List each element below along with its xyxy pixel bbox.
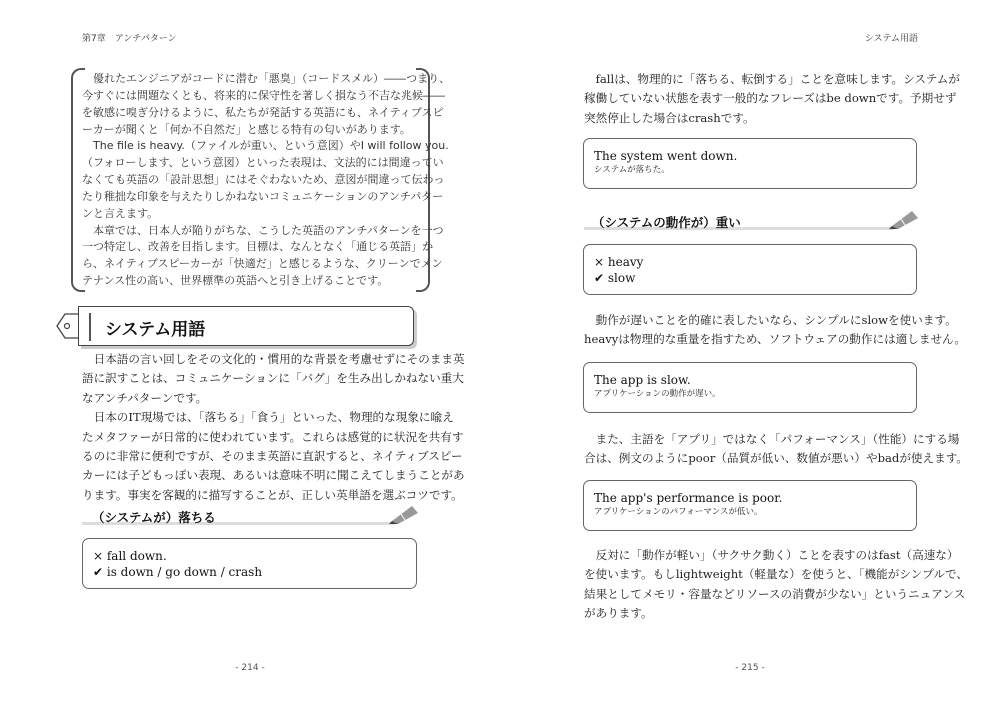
subheading: （システムが）落ちる bbox=[92, 510, 216, 525]
example-japanese: アプリケーションの動作が遅い。 bbox=[594, 389, 721, 399]
text-line: また、主語を「アプリ」ではなく「パフォーマンス」（性能）にする場 bbox=[595, 432, 960, 446]
text-line: 今すぐには問題なくとも、将来的に保守性を著しく損なう不吉な兆候―― bbox=[82, 88, 445, 102]
text-line: 突然停止した場合はcrashです。 bbox=[584, 110, 755, 125]
example-japanese: システムが落ちた。 bbox=[594, 165, 670, 175]
text-line: 結果としてメモリ・容量などリソースの消費が少ない」というニュアンス bbox=[584, 586, 966, 601]
right-paragraph bbox=[584, 311, 966, 350]
text-line: たり稚拙な印象を与えたりしかねないコミュニケーションのアンチパター bbox=[82, 189, 444, 203]
text-line: 合は、例文のようにpoor（品質が低い、数値が悪い）やbadが使えます。 bbox=[584, 451, 968, 466]
text-line: The file is heavy.（ファイルが重い、という意図）やI will follow you. bbox=[93, 139, 449, 153]
subheading: （システムの動作が）重い bbox=[592, 215, 741, 230]
text-line: ンと言えます。 bbox=[82, 206, 159, 220]
wrong-example: × fall down. bbox=[93, 549, 167, 563]
text-line: 優れたエンジニアがコードに潜む「悪臭」（コードスメル）――つまり、 bbox=[93, 72, 451, 85]
example-box bbox=[82, 538, 417, 589]
right-paragraph bbox=[584, 70, 960, 128]
text-line: （フォローします、という意図）といった表現は、文法的には間違ってい bbox=[82, 156, 444, 170]
pencil-icon bbox=[388, 503, 420, 525]
example-box bbox=[583, 480, 917, 531]
text-line: heavyは物理的な重量を指すため、ソフトウェアの動作には適しません。 bbox=[584, 332, 966, 347]
wrong-example: × heavy bbox=[594, 255, 644, 269]
text-line: なくても英語の「設計思想」にはそぐわないため、意図が間違って伝わっ bbox=[82, 173, 445, 187]
intro-text bbox=[82, 71, 451, 290]
pencil-icon bbox=[888, 208, 920, 230]
text-line: なアンチパターンです。 bbox=[82, 390, 208, 405]
text-line: カーには子どもっぽい表現、あるいは意味不明に聞こえてしまうことがあ bbox=[82, 468, 465, 483]
text-line: 稼働していない状態を表す一般的なフレーズはbe downです。予期せず bbox=[584, 91, 957, 106]
text-line: を敏感に嗅ぎ分けるように、私たちが発話する英語にも、ネイティブスピ bbox=[82, 105, 444, 119]
text-line: ーカーが聞くと「何か不自然だ」と感じる特有の匂いがあります。 bbox=[82, 122, 411, 136]
section-title-box bbox=[78, 306, 414, 346]
text-line: 本章では、日本人が陥りがちな、こうした英語のアンチパターンを一つ bbox=[93, 223, 444, 237]
text-line: 一つ特定し、改善を目指します。目標は、なんとなく「通じる英語」か bbox=[82, 240, 434, 254]
right-paragraph bbox=[584, 430, 968, 469]
example-box bbox=[583, 244, 917, 295]
page-number-right: - 215 - bbox=[735, 663, 765, 673]
text-line: fallは、物理的に「落ちる、転倒する」ことを意味します。システムが bbox=[595, 72, 960, 86]
right-paragraph bbox=[584, 546, 968, 624]
text-line: 日本語の言い回しをその文化的・慣用的な背景を考慮せずにそのまま英 bbox=[93, 352, 465, 366]
example-box bbox=[583, 362, 917, 413]
example-japanese: アプリケーションのパフォーマンスが低い。 bbox=[594, 507, 763, 517]
text-line: があります。 bbox=[584, 606, 653, 621]
text-line: ら、ネイティブスピーカーが「快適だ」と感じるような、クリーンでメン bbox=[82, 257, 443, 271]
left-body-text bbox=[82, 350, 465, 505]
text-line: 日本のIT現場では、「落ちる」「食う」といった、物理的な現象に喩え bbox=[93, 410, 454, 425]
correct-example: ✔ is down / go down / crash bbox=[93, 565, 263, 579]
text-line: 語に訳すことは、コミュニケーションに「バグ」を生み出しかねない重大 bbox=[82, 371, 464, 386]
text-line: ります。事実を客観的に描写することが、正しい英単語を選ぶコツです。 bbox=[82, 487, 463, 502]
chapter-header: 第7章 アンチパターン bbox=[82, 34, 177, 44]
page-number-left: - 214 - bbox=[235, 663, 265, 673]
text-line: るのに非常に便利ですが、そのまま英語に直訳すると、ネイティブスピー bbox=[82, 449, 463, 464]
example-english: The app's performance is poor. bbox=[594, 491, 783, 505]
correct-example: ✔ slow bbox=[594, 271, 636, 285]
example-english: The system went down. bbox=[594, 149, 738, 163]
text-line: たメタファーが日常的に使われています。これらは感覚的に状況を共有す bbox=[82, 429, 464, 444]
example-box bbox=[583, 138, 917, 189]
section-header: システム用語 bbox=[864, 34, 918, 44]
example-english: The app is slow. bbox=[594, 373, 691, 387]
text-line: を使います。もしlightweight（軽量な）を使うと、「機能がシンプルで、 bbox=[584, 567, 968, 582]
text-line: 反対に「動作が軽い」（サクサク動く）ことを表すのはfast（高速な） bbox=[595, 548, 959, 562]
text-line: 動作が遅いことを的確に表したいなら、シンプルにslowを使います。 bbox=[595, 313, 957, 327]
section-title: システム用語 bbox=[105, 320, 206, 340]
text-line: テナンス性の高い、世界標準の英語へと引き上げることです。 bbox=[82, 274, 389, 288]
